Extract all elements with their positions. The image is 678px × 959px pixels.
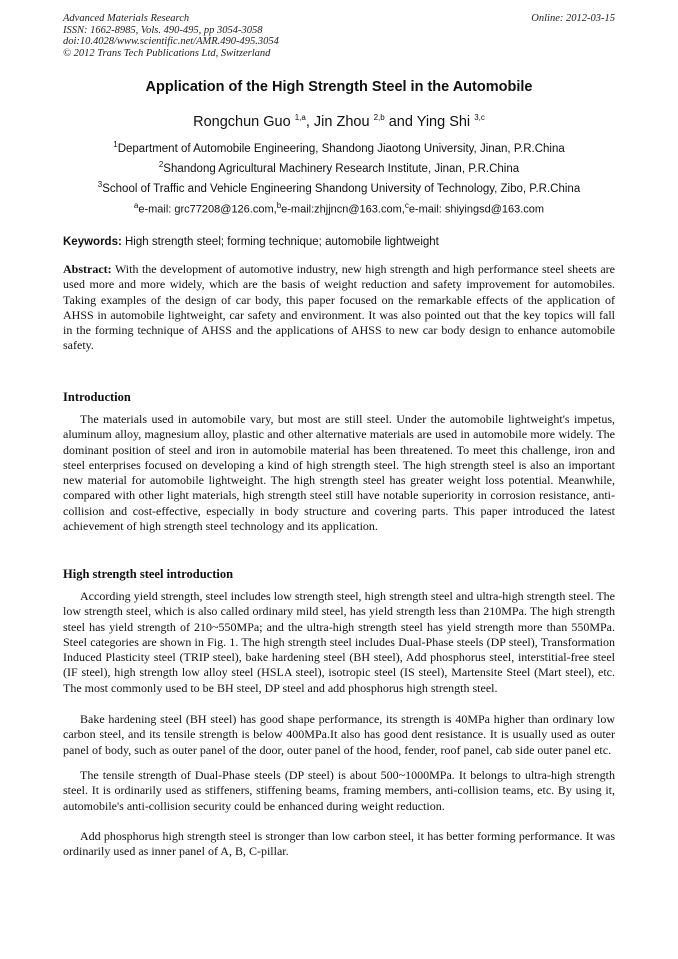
- hss-paragraph-1: According yield strength, steel includes low strength steel, high strength steel and ultra-high strength steel. The low strength steel, which is also called ordinary mild steel, has yield strength less than 210MPa. The high strength steel has yield strength of 210~550MPa; and the ultra-high strength steel has yield strength more than 550MPa. Steel categories are shown in Fig. 1. The high strength steel includes Dual-Phase steels (DP steel), Transformation Induced Plasticity steel (TRIP steel), bake hardening steel (BH steel), Add phosphorus steel, interstitial-free steel (IF steel), high strength low alloy steel (HSLA steel), isotropic steel (IS steel), Martensite Steel (Mart steel), etc. The most commonly used to be BH steel, DP steel and add phosphorus high strength steel.: [63, 589, 615, 695]
- email-text: e-mail: shiyingsd@163.com: [408, 203, 545, 216]
- affiliation-sup: 3: [97, 180, 103, 189]
- keywords-label: Keywords:: [63, 236, 122, 248]
- author-name: Jin Zhou: [313, 113, 370, 130]
- abstract: [63, 262, 615, 354]
- journal-issn: ISSN: 1662-8985, Vols. 490-495, pp 3054-3058: [63, 24, 263, 36]
- email-text: e-mail:zhjjncn@163.com,: [281, 203, 405, 216]
- affiliation-sup: 1: [113, 140, 118, 149]
- introduction-text: The materials used in automobile vary, but most are still steel. Under the automobile lightweight's impetus, aluminum alloy, magnesium alloy, plastic and other alternative materials are used in automobile more widely. The dominant position of steel and iron in automobile material has been threatened. To meet this challenge, iron and steel enterprises focused on developing a kind of high strength steel. The high strength steel is also an important new material for automobile lightweight. The high strength steel has greater weight loss potential. Meanwhile, compared with other light materials, high strength steel still have notable superiority in corrosion resistance, anti-collision and cost-effective, especially in body structure and covering parts. This paper introduced the latest achievement of high strength steel technology and its application.: [63, 412, 615, 534]
- author-sup: 1,a: [294, 113, 306, 122]
- abstract-label: Abstract:: [63, 262, 112, 276]
- keywords-text: High strength steel; forming technique; automobile lightweight: [121, 236, 439, 248]
- introduction-heading: Introduction: [63, 390, 131, 404]
- author-sep: and: [384, 113, 417, 130]
- affiliation-text: School of Traffic and Vehicle Engineering Shandong University of Technology, Zibo, P.R.China: [102, 182, 581, 195]
- email-line: [0, 201, 678, 216]
- email-sup: c: [404, 201, 409, 210]
- affiliation-1: [0, 140, 678, 155]
- journal-header: [63, 13, 615, 59]
- hss-paragraph-3: The tensile strength of Dual-Phase steels (DP steel) is about 500~1000MPa. It belongs to ultra-high strength steel. It is ordinarily used as stiffeners, stiffening beams, framing members, anti-collision teams, etc. By using it, automobile's anti-collision security could be enhanced during weight reduction.: [63, 768, 615, 813]
- online-date: Online: 2012-03-15: [531, 13, 615, 24]
- author-sup: 3,c: [474, 113, 485, 122]
- author-sep: ,: [305, 113, 314, 130]
- author-sup: 2,b: [373, 113, 385, 122]
- author-name: Ying Shi: [416, 113, 471, 130]
- affiliation-text: Department of Automobile Engineering, Shandong Jiaotong University, Jinan, P.R.China: [117, 142, 565, 155]
- email-text: e-mail: grc77208@126.com,: [138, 203, 277, 216]
- author-list: [0, 113, 678, 130]
- affiliation-2: [0, 160, 678, 175]
- hss-paragraph-4: Add phosphorus high strength steel is stronger than low carbon steel, it has better forming performance. It was ordinarily used as inner panel of A, B, C-pillar.: [63, 829, 615, 859]
- keywords: [63, 236, 439, 248]
- paper-title: Application of the High Strength Steel in the Automobile: [145, 79, 533, 95]
- journal-doi: doi:10.4028/www.scientific.net/AMR.490-495.3054: [63, 36, 279, 47]
- email-sup: a: [133, 201, 139, 210]
- hss-paragraph-2: Bake hardening steel (BH steel) has good shape performance, its strength is 40MPa higher than ordinary low carbon steel, and its tensile strength is below 400MPa.It also has good dent resistance. It is usually used as outer panel of body, such as outer panel of the door, outer panel of the hood, fender, roof panel, cab side outer panel etc.: [63, 712, 615, 757]
- hss-heading: High strength steel introduction: [63, 567, 234, 581]
- affiliation-3: [0, 180, 678, 195]
- email-sup: b: [276, 201, 282, 210]
- affiliation-sup: 2: [158, 160, 164, 169]
- author-name: Rongchun Guo: [193, 113, 291, 130]
- affiliation-text: Shandong Agricultural Machinery Research Institute, Jinan, P.R.China: [163, 162, 520, 175]
- abstract-text: With the development of automotive industry, new high strength and high performance steel sheets are used more and more widely, which are the basis of weight reduction and safety improvement for automobiles. Taking examples of the design of car body, this paper focused on the remarkable effects of the application of AHSS in automobile lightweight, car safety and environment. It was also pointed out that the key topics will fall in the forming technique of AHSS and the applications of AHSS to new car body design to enhance automobile safety.: [63, 262, 615, 353]
- journal-copyright: © 2012 Trans Tech Publications Ltd, Switzerland: [63, 47, 271, 59]
- journal-name: Advanced Materials Research: [63, 13, 190, 24]
